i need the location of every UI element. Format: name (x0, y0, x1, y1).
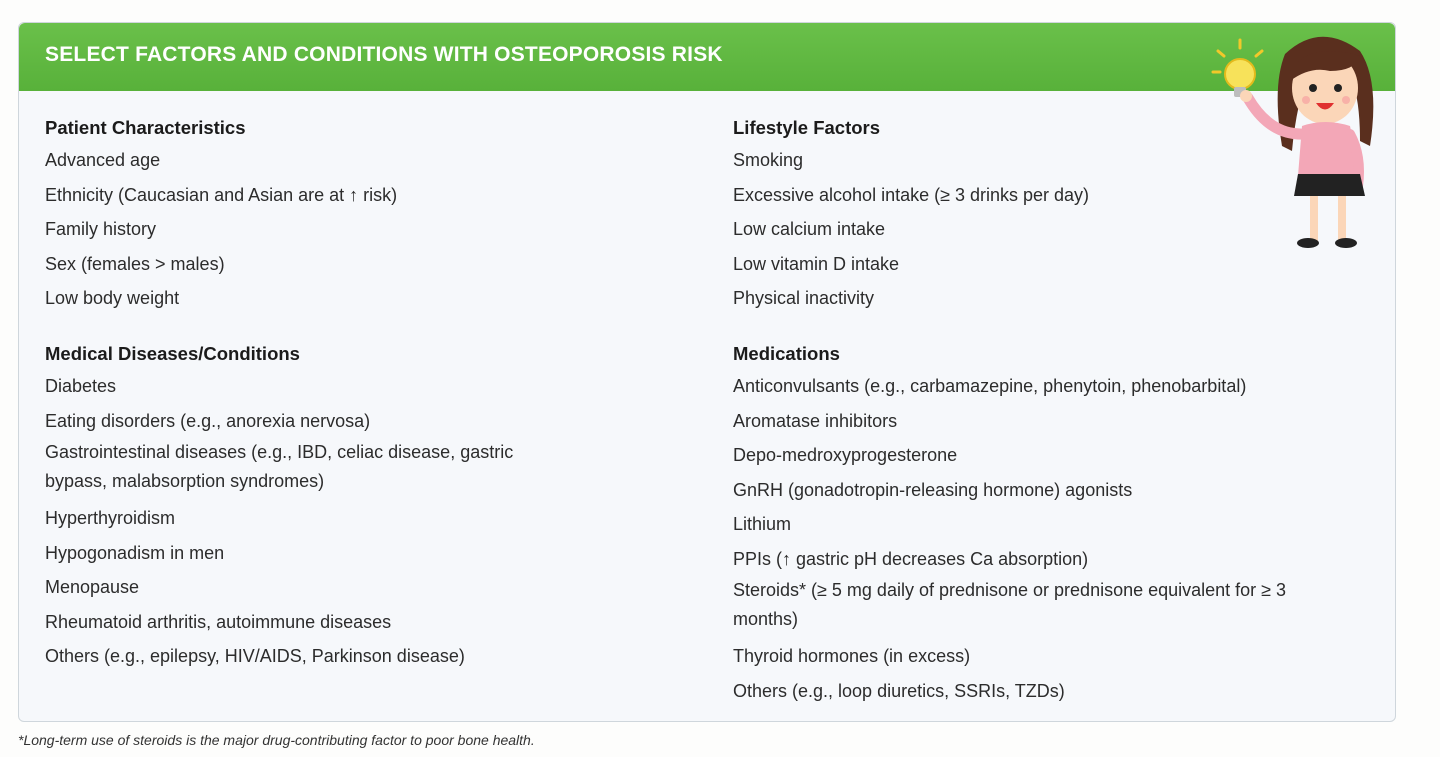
medical-conditions-section (45, 339, 525, 674)
list-item: Diabetes (45, 376, 117, 396)
girl-with-lightbulb-illustration (1210, 26, 1400, 256)
list-item: Depo-medroxyprogesterone (733, 445, 958, 465)
list-item: Ethnicity (Caucasian and Asian are at ↑ risk) (45, 184, 398, 205)
list-item: GnRH (gonadotropin-releasing hormone) agonists (733, 479, 1133, 500)
section-title-medications: Medications (733, 343, 840, 364)
list-item: Gastrointestinal diseases (e.g., IBD, celiac disease, gastric bypass, malabsorption syndromes) (45, 442, 514, 491)
lightbulb-icon (1225, 59, 1255, 97)
list-item: Aromatase inhibitors (733, 410, 898, 431)
list-item: Low calcium intake (733, 219, 886, 239)
footnote: *Long-term use of steroids is the major drug-contributing factor to poor bone health. (18, 732, 535, 748)
section-title-medical-conditions: Medical Diseases/Conditions (45, 343, 300, 364)
section-title-lifestyle-factors: Lifestyle Factors (733, 117, 881, 138)
list-item: Smoking (733, 150, 804, 170)
list-item: Family history (45, 219, 157, 239)
list-item: Lithium (733, 514, 792, 534)
section-title-patient-characteristics: Patient Characteristics (45, 117, 246, 138)
list-item: Rheumatoid arthritis, autoimmune diseases (45, 611, 392, 632)
list-item: Others (e.g., epilepsy, HIV/AIDS, Parkinson disease) (45, 646, 465, 666)
list-item: Hypogonadism in men (45, 542, 225, 563)
list-item: Hyperthyroidism (45, 508, 176, 528)
list-item: Steroids* (≥ 5 mg daily of prednisone or prednisone equivalent for ≥ 3 months) (733, 580, 1287, 629)
lifestyle-factors-section (733, 113, 1089, 316)
skirt (1294, 174, 1365, 196)
header-bar (19, 23, 1395, 91)
risk-factors-box (18, 22, 1396, 722)
list-item: Sex (females > males) (45, 253, 225, 274)
page-title: SELECT FACTORS AND CONDITIONS WITH OSTEOPOROSIS RISK (45, 43, 723, 66)
list-item: Excessive alcohol intake (≥ 3 drinks per day) (733, 184, 1090, 205)
list-item: Others (e.g., loop diuretics, SSRIs, TZDs) (733, 680, 1065, 701)
list-item: Low body weight (45, 288, 180, 308)
list-item: Eating disorders (e.g., anorexia nervosa) (45, 410, 371, 431)
patient-characteristics-section (45, 113, 397, 316)
medications-section (733, 339, 1333, 708)
list-item: PPIs (↑ gastric pH decreases Ca absorption) (733, 548, 1089, 569)
list-item: Thyroid hormones (in excess) (733, 646, 971, 666)
list-item: Anticonvulsants (e.g., carbamazepine, phenytoin, phenobarbital) (733, 376, 1247, 396)
list-item: Physical inactivity (733, 288, 875, 308)
list-item: Low vitamin D intake (733, 253, 900, 274)
list-item: Advanced age (45, 150, 161, 170)
list-item: Menopause (45, 577, 140, 597)
